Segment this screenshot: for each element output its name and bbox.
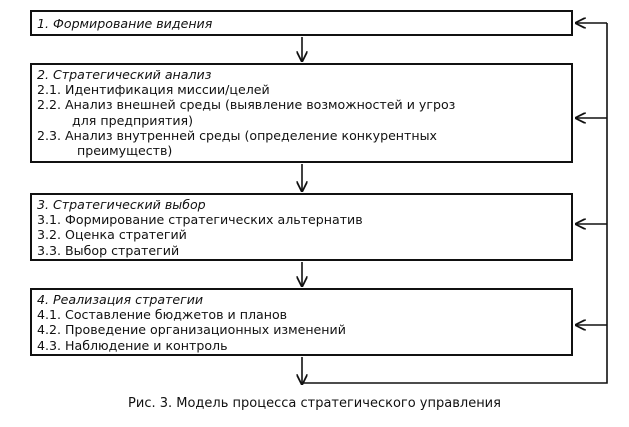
- step-1-heading: 1. Формирование видения: [37, 16, 213, 31]
- step-box-1: [30, 10, 573, 36]
- step-2-item-2: 2.2. Анализ внешней среды (выявление возможностей и угроз: [37, 97, 456, 113]
- figure-caption: Рис. 3. Модель процесса стратегического управления: [128, 396, 501, 411]
- step-2-item-1: 2.1. Идентификация миссии/целей: [37, 82, 270, 98]
- step-box-2: [30, 63, 573, 163]
- step-3-item-1: 3.1. Формирование стратегических альтернатив: [37, 212, 363, 228]
- step-4-item-3: 4.3. Наблюдение и контроль: [37, 337, 228, 353]
- step-2-item-3: 2.3. Анализ внутренней среды (определение конкурентных: [37, 127, 438, 143]
- step-4-item-1: 4.1. Составление бюджетов и планов: [37, 307, 288, 323]
- step-4-heading: 4. Реализация стратегии: [37, 292, 204, 307]
- step-3-item-2: 3.2. Оценка стратегий: [37, 227, 187, 243]
- step-2-item-2-cont: для предприятия): [72, 112, 194, 128]
- step-3-heading: 3. Стратегический выбор: [37, 197, 206, 212]
- step-3-item-3: 3.3. Выбор стратегий: [37, 242, 180, 258]
- step-box-3: [30, 193, 573, 261]
- step-2-heading: 2. Стратегический анализ: [37, 67, 212, 82]
- step-4-item-2: 4.2. Проведение организационных изменений: [37, 322, 346, 338]
- step-box-4: [30, 288, 573, 356]
- step-2-item-3-cont: преимуществ): [77, 143, 173, 159]
